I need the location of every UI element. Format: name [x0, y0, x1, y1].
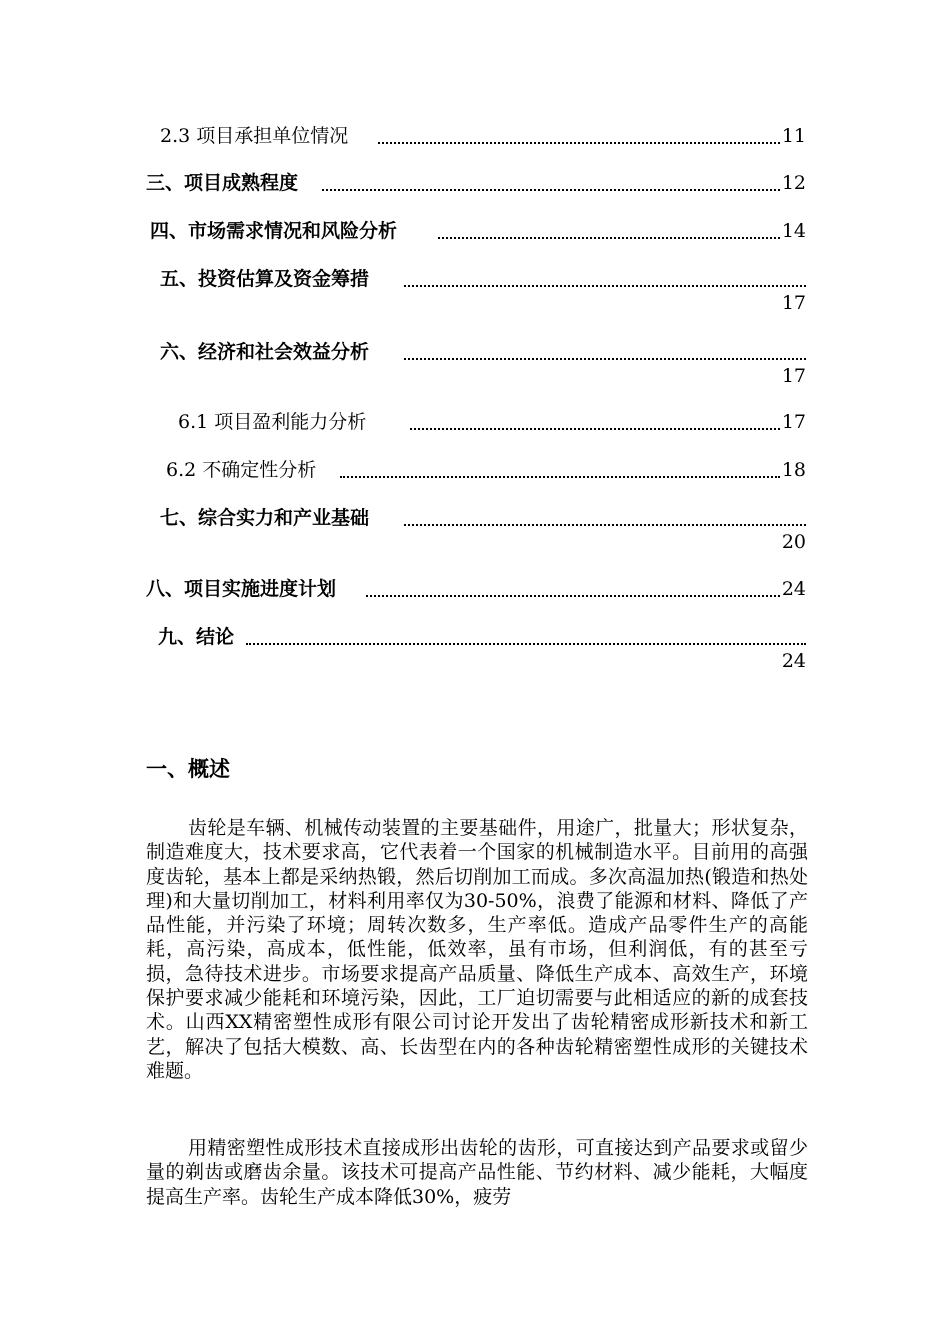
toc-leader	[404, 285, 806, 287]
toc-page-number: 17	[781, 411, 806, 433]
toc-entry-label: 三、项目成熟程度	[146, 172, 299, 194]
body-paragraph: 齿轮是车辆、机械传动装置的主要基础件，用途广，批量大；形状复杂，制造难度大，技术要求高，它代表着一个国家的机械制造水平。目前用的高强度齿轮，基本上都是采纳热锻，然后切削加工而成。多次高温加热(锻造和热处理)和大量切削加工，材料利用率仅为30-50%，浪费了能源和材料、降低了产品性能，并污染了环境；周转次数多，生产率低。造成产品零件生产的高能耗，高污染，高成本，低性能，低效率，虽有市场，但利润低，有的甚至亏损，急待技术进步。市场要求提高产品质量、降低生产成本、高效生产，环境保护要求减少能耗和环境污染，因此，工厂迫切需要与此相适应的新的成套技术。山西XX精密塑性成形有限公司讨论开发出了齿轮精密成形新技术和新工艺，解决了包括大模数、高、长齿型在内的各种齿轮精密塑性成形的关键技术难题。	[146, 817, 808, 1082]
toc-page-number: 17	[781, 292, 806, 314]
toc-leader	[366, 595, 780, 597]
toc-page-number: 20	[781, 531, 806, 553]
toc-entry[interactable]	[0, 123, 950, 153]
toc-entry-label: 五、投资估算及资金筹措	[160, 268, 370, 290]
toc-leader	[404, 524, 806, 526]
toc-entry-label: 四、市场需求情况和风险分析	[150, 220, 398, 242]
toc-page-number: 12	[781, 172, 806, 194]
toc-entry-label: 七、综合实力和产业基础	[160, 507, 370, 529]
toc-page-number: 11	[781, 125, 806, 147]
toc-entry[interactable]	[0, 339, 950, 395]
toc-entry-label: 6.1 项目盈利能力分析	[178, 411, 367, 433]
toc-leader	[410, 428, 780, 430]
toc-entry[interactable]	[0, 170, 950, 200]
toc-entry-label: 八、项目实施进度计划	[146, 578, 337, 600]
toc-leader	[322, 189, 780, 191]
toc-leader	[340, 476, 780, 478]
toc-page-number: 17	[781, 365, 806, 387]
toc-entry[interactable]	[0, 505, 950, 561]
toc-page-number: 14	[781, 220, 806, 242]
toc-leader	[404, 358, 806, 360]
toc-leader	[246, 643, 806, 645]
toc-page-number: 24	[781, 650, 806, 672]
toc-leader	[438, 237, 780, 239]
toc-entry-label: 九、结论	[158, 626, 235, 648]
toc-leader	[378, 142, 780, 144]
toc-page-number: 24	[781, 578, 806, 600]
toc-entry[interactable]	[0, 266, 950, 322]
toc-page-number: 18	[781, 459, 806, 481]
toc-entry-label: 6.2 不确定性分析	[166, 459, 317, 481]
toc-entry-label: 六、经济和社会效益分析	[160, 341, 370, 363]
toc-entry[interactable]	[0, 218, 950, 248]
toc-entry[interactable]	[0, 576, 950, 606]
toc-entry[interactable]	[0, 409, 950, 439]
section-heading: 一、概述	[146, 757, 230, 781]
toc-entry[interactable]	[0, 457, 950, 487]
toc-entry-label: 2.3 项目承担单位情况	[160, 125, 349, 147]
body-paragraph: 用精密塑性成形技术直接成形出齿轮的齿形，可直接达到产品要求或留少量的剃齿或磨齿余量。该技术可提高产品性能、节约材料、减少能耗，大幅度提高生产率。齿轮生产成本降低30%，疲劳	[146, 1137, 808, 1208]
toc-entry[interactable]	[0, 624, 950, 680]
